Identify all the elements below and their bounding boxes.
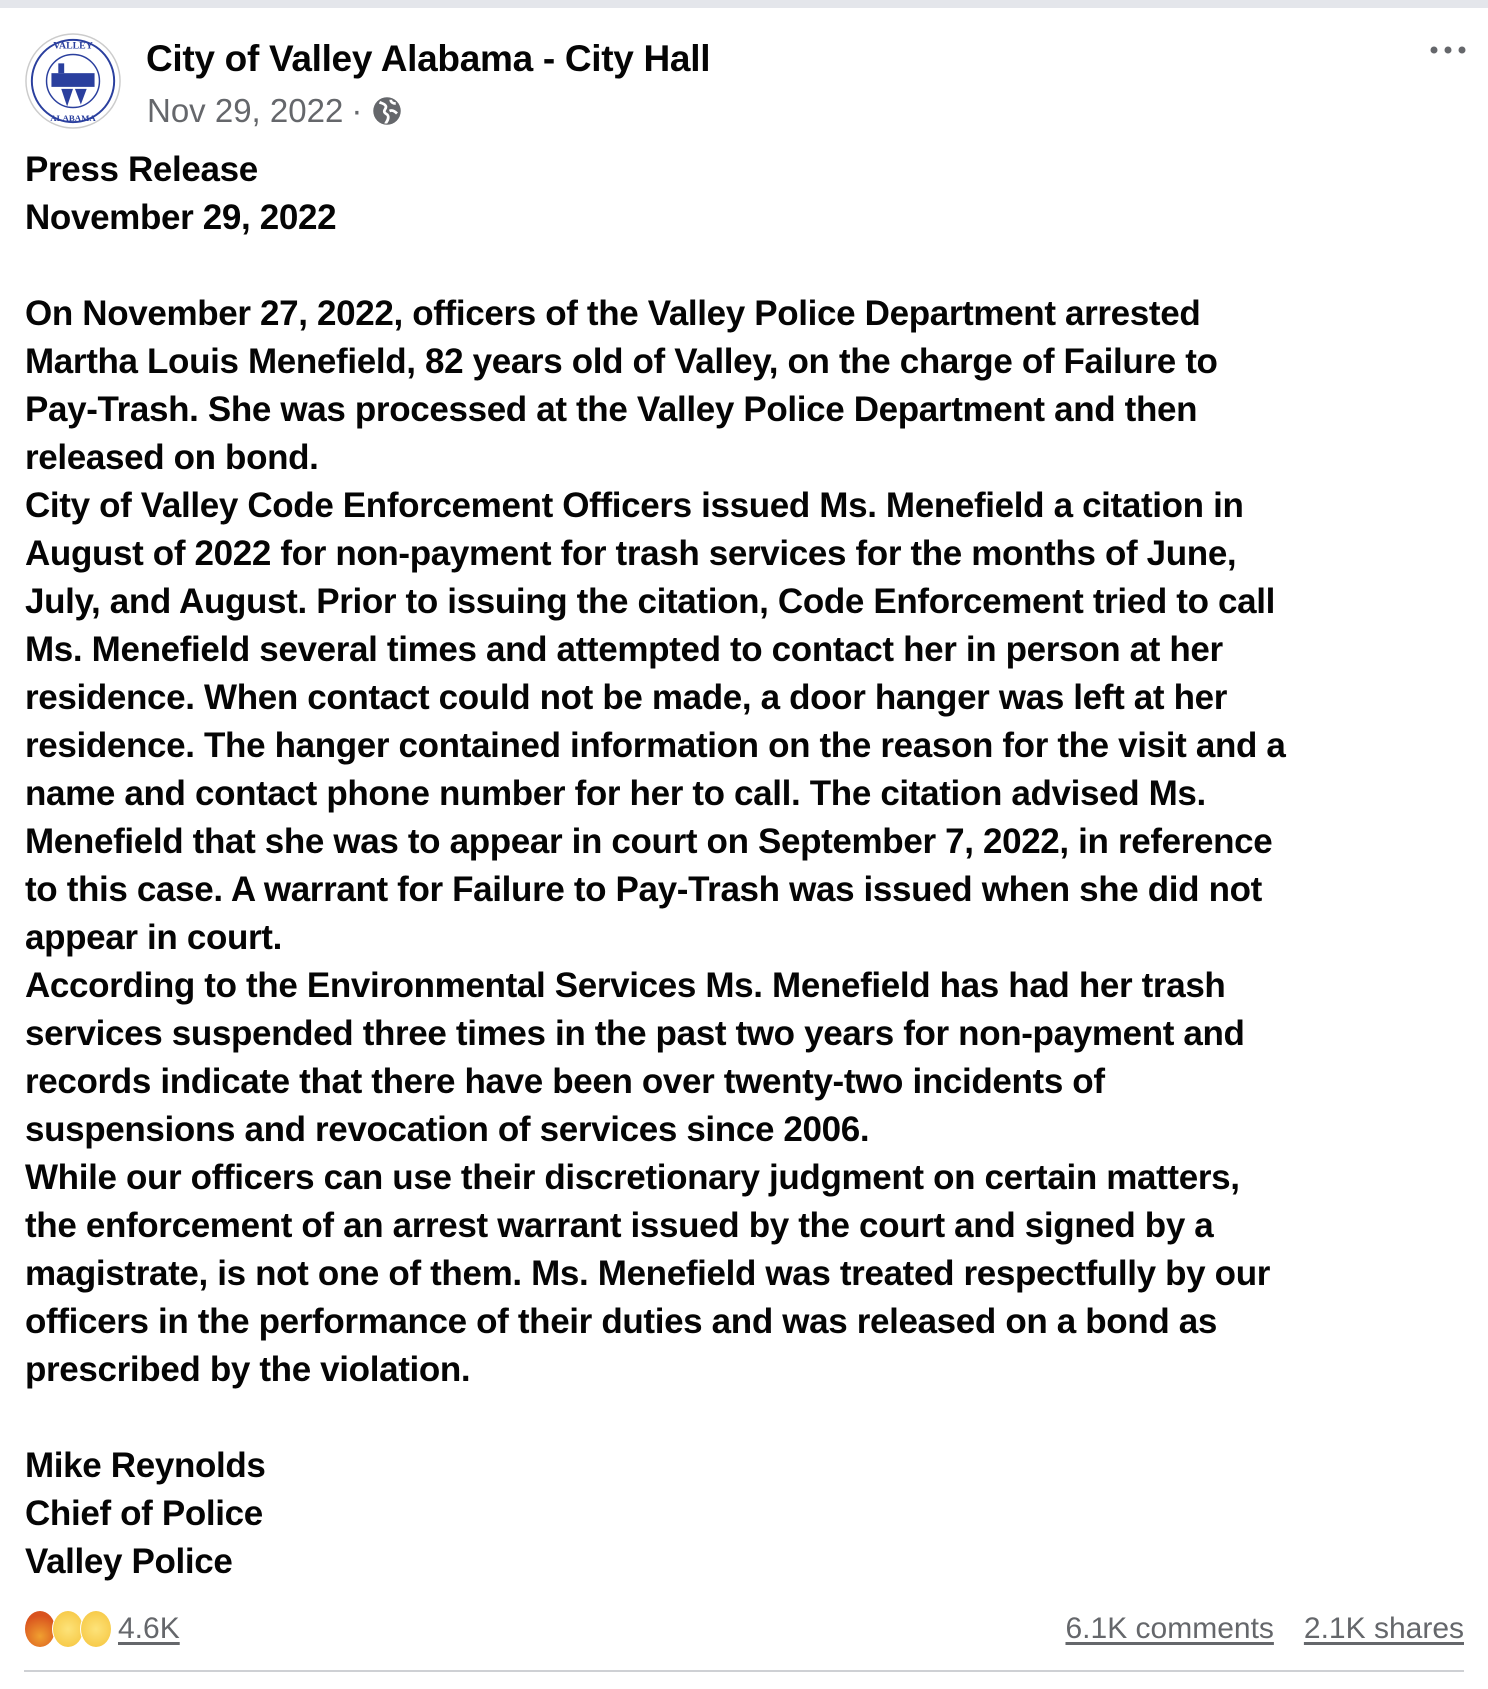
blank-line — [25, 1394, 1475, 1442]
reaction-count[interactable]: 4.6K — [118, 1612, 180, 1645]
meta-separator: · — [351, 92, 363, 129]
post-text-line: to this case. A warrant for Failure to Pay-Trash was issued when she did not — [25, 870, 1262, 909]
sad-reaction-icon — [80, 1610, 112, 1648]
post-text-line: According to the Environmental Services Ms. Menefield has had her trash — [25, 966, 1226, 1005]
post-text-line: While our officers can use their discretionary judgment on certain matters, — [25, 1158, 1240, 1197]
post-text-line: the enforcement of an arrest warrant issued by the court and signed by a — [25, 1206, 1214, 1245]
post-text — [25, 146, 1475, 1586]
post-date-link[interactable]: Nov 29, 2022 — [147, 92, 344, 129]
top-bar — [0, 0, 1488, 8]
post-text-line: Pay-Trash. She was processed at the Valley Police Department and then — [25, 390, 1198, 429]
post-text-line: residence. When contact could not be made, a door hanger was left at her — [25, 678, 1227, 717]
post-text-line: suspensions and revocation of services since 2006. — [25, 1110, 870, 1149]
divider — [24, 1670, 1464, 1672]
blank-line — [25, 242, 1475, 290]
post-text-line: released on bond. — [25, 438, 319, 477]
post-text-line: residence. The hanger contained information on the reason for the visit and a — [25, 726, 1286, 765]
svg-text:ALABAMA: ALABAMA — [50, 113, 96, 124]
post-text-line: Menefield that she was to appear in court on September 7, 2022, in reference — [25, 822, 1273, 861]
post-text-line: records indicate that there have been over twenty-two incidents of — [25, 1062, 1105, 1101]
post-text-line: prescribed by the violation. — [25, 1350, 471, 1389]
more-options-icon[interactable] — [1428, 40, 1468, 60]
post-text-line: Press Release — [25, 150, 258, 189]
post-text-line: services suspended three times in the past two years for non-payment and — [25, 1014, 1245, 1053]
page-name-link[interactable]: City of Valley Alabama - City Hall — [146, 38, 711, 79]
post-footer — [24, 1608, 1464, 1650]
post-text-line: July, and August. Prior to issuing the citation, Code Enforcement tried to call — [25, 582, 1275, 621]
post-text-line: City of Valley Code Enforcement Officers issued Ms. Menefield a citation in — [25, 486, 1244, 525]
post-text-line: appear in court. — [25, 918, 282, 957]
post-text-line: magistrate, is not one of them. Ms. Menefield was treated respectfully by our — [25, 1254, 1270, 1293]
post-text-line: officers in the performance of their duties and was released on a bond as — [25, 1302, 1217, 1341]
reaction-icons[interactable] — [24, 1610, 108, 1648]
post-text-line: November 29, 2022 — [25, 198, 337, 237]
globe-icon — [372, 96, 402, 126]
post-text-line: Valley Police — [25, 1542, 233, 1581]
post-text-line: August of 2022 for non-payment for trash services for the months of June, — [25, 534, 1237, 573]
post-text-line: Ms. Menefield several times and attempted to contact her in person at her — [25, 630, 1223, 669]
svg-text:VALLEY: VALLEY — [53, 40, 93, 52]
post-text-line: Chief of Police — [25, 1494, 263, 1533]
post-text-line: Martha Louis Menefield, 82 years old of Valley, on the charge of Failure to — [25, 342, 1218, 381]
post-text-line: name and contact phone number for her to call. The citation advised Ms. — [25, 774, 1206, 813]
post-text-line: Mike Reynolds — [25, 1446, 266, 1485]
comments-link[interactable]: 6.1K comments — [1065, 1612, 1274, 1645]
shares-link[interactable]: 2.1K shares — [1303, 1612, 1464, 1645]
post-text-line: On November 27, 2022, officers of the Valley Police Department arrested — [25, 294, 1201, 333]
post-meta — [147, 92, 402, 130]
page-avatar-logo[interactable] — [24, 32, 122, 130]
